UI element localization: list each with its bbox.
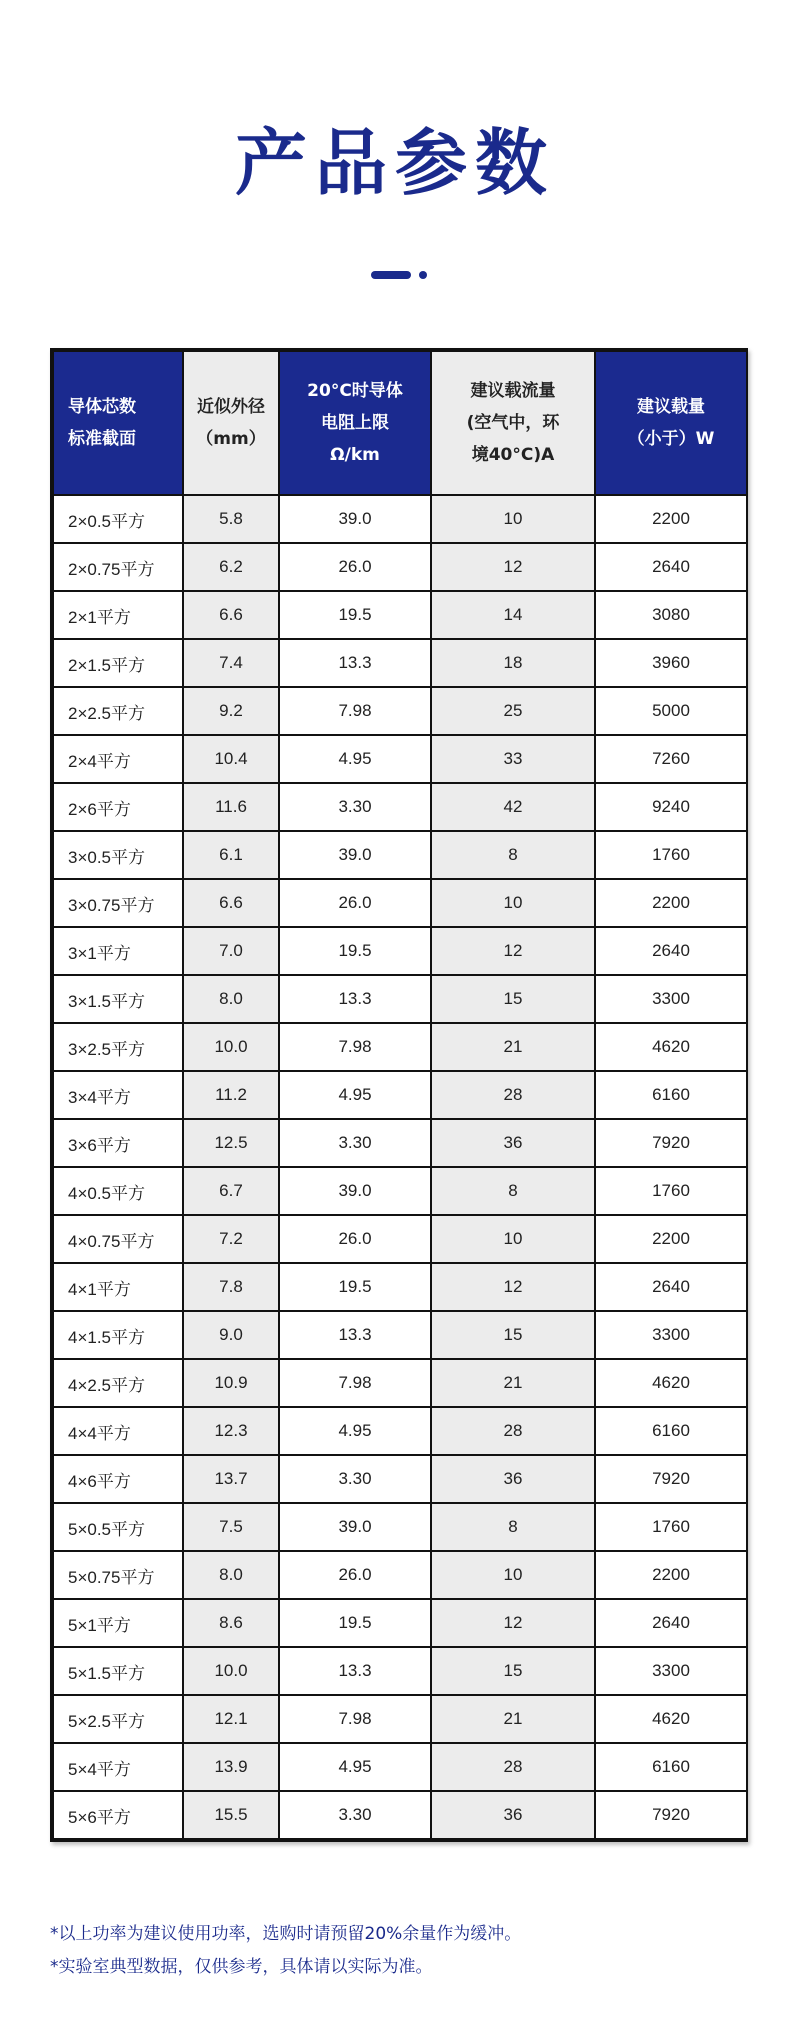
cell-diameter: 7.5 — [183, 1503, 279, 1551]
cell-section: 5×1平方 — [53, 1599, 183, 1647]
cell-resistance: 7.98 — [279, 1359, 431, 1407]
table-row — [53, 1455, 747, 1503]
cell-current: 10 — [431, 1215, 595, 1263]
cell-resistance: 7.98 — [279, 1695, 431, 1743]
table-row — [53, 1071, 747, 1119]
footnote-power: *以上功率为建议使用功率，选购时请预留20%余量作为缓冲。 — [50, 1924, 522, 1944]
cell-resistance: 26.0 — [279, 879, 431, 927]
cell-diameter: 8.6 — [183, 1599, 279, 1647]
cell-diameter: 13.9 — [183, 1743, 279, 1791]
table-row — [53, 831, 747, 879]
cell-current: 8 — [431, 831, 595, 879]
cell-current: 10 — [431, 495, 595, 543]
cell-current: 14 — [431, 591, 595, 639]
cell-power: 3960 — [595, 639, 747, 687]
cell-resistance: 4.95 — [279, 735, 431, 783]
cell-power: 4620 — [595, 1023, 747, 1071]
cell-power: 2640 — [595, 1263, 747, 1311]
cell-section: 2×1平方 — [53, 591, 183, 639]
cell-power: 9240 — [595, 783, 747, 831]
cell-section: 4×1平方 — [53, 1263, 183, 1311]
spec-table — [52, 350, 748, 1840]
cell-current: 42 — [431, 783, 595, 831]
cell-resistance: 13.3 — [279, 1647, 431, 1695]
cell-current: 12 — [431, 927, 595, 975]
cell-section: 4×1.5平方 — [53, 1311, 183, 1359]
cell-power: 2640 — [595, 1599, 747, 1647]
cell-section: 3×0.5平方 — [53, 831, 183, 879]
table-row — [53, 1119, 747, 1167]
cell-current: 33 — [431, 735, 595, 783]
cell-diameter: 6.2 — [183, 543, 279, 591]
cell-resistance: 39.0 — [279, 495, 431, 543]
cell-section: 4×2.5平方 — [53, 1359, 183, 1407]
header-conductor-section: 导体芯数 标准截面 — [53, 351, 183, 495]
cell-diameter: 9.2 — [183, 687, 279, 735]
table-row — [53, 783, 747, 831]
cell-diameter: 13.7 — [183, 1455, 279, 1503]
cell-section: 3×4平方 — [53, 1071, 183, 1119]
cell-section: 5×2.5平方 — [53, 1695, 183, 1743]
table-row — [53, 927, 747, 975]
cell-power: 2200 — [595, 879, 747, 927]
table-row — [53, 639, 747, 687]
table-row — [53, 687, 747, 735]
cell-section: 5×0.75平方 — [53, 1551, 183, 1599]
cell-resistance: 7.98 — [279, 687, 431, 735]
cell-diameter: 11.2 — [183, 1071, 279, 1119]
header-resistance: 20°C时导体 电阻上限 Ω/km — [279, 351, 431, 495]
cell-power: 7920 — [595, 1119, 747, 1167]
cell-diameter: 10.0 — [183, 1647, 279, 1695]
cell-diameter: 10.9 — [183, 1359, 279, 1407]
cell-current: 8 — [431, 1167, 595, 1215]
cell-section: 2×0.75平方 — [53, 543, 183, 591]
cell-section: 4×6平方 — [53, 1455, 183, 1503]
cell-diameter: 7.0 — [183, 927, 279, 975]
cell-resistance: 13.3 — [279, 639, 431, 687]
cell-section: 4×0.5平方 — [53, 1167, 183, 1215]
cell-current: 28 — [431, 1743, 595, 1791]
cell-power: 4620 — [595, 1695, 747, 1743]
cell-diameter: 8.0 — [183, 975, 279, 1023]
cell-current: 36 — [431, 1119, 595, 1167]
cell-diameter: 7.4 — [183, 639, 279, 687]
cell-diameter: 5.8 — [183, 495, 279, 543]
cell-diameter: 12.3 — [183, 1407, 279, 1455]
table-row — [53, 1551, 747, 1599]
cell-section: 4×4平方 — [53, 1407, 183, 1455]
cell-diameter: 10.4 — [183, 735, 279, 783]
table-row — [53, 1647, 747, 1695]
table-row — [53, 543, 747, 591]
table-row — [53, 735, 747, 783]
cell-section: 3×0.75平方 — [53, 879, 183, 927]
cell-resistance: 4.95 — [279, 1743, 431, 1791]
header-power-load: 建议载量 （小于）W — [595, 351, 747, 495]
cell-resistance: 3.30 — [279, 1119, 431, 1167]
cell-resistance: 3.30 — [279, 1791, 431, 1839]
cell-diameter: 6.7 — [183, 1167, 279, 1215]
cell-section: 2×4平方 — [53, 735, 183, 783]
cell-section: 2×6平方 — [53, 783, 183, 831]
cell-section: 5×4平方 — [53, 1743, 183, 1791]
table-row — [53, 975, 747, 1023]
cell-power: 1760 — [595, 1503, 747, 1551]
cell-diameter: 15.5 — [183, 1791, 279, 1839]
cell-current: 12 — [431, 543, 595, 591]
header-current-capacity: 建议载流量 (空气中，环 境40°C)A — [431, 351, 595, 495]
cell-resistance: 13.3 — [279, 1311, 431, 1359]
table-row — [53, 1407, 747, 1455]
cell-current: 15 — [431, 975, 595, 1023]
cell-resistance: 13.3 — [279, 975, 431, 1023]
cell-section: 3×6平方 — [53, 1119, 183, 1167]
table-row — [53, 1311, 747, 1359]
cell-power: 7260 — [595, 735, 747, 783]
table-row — [53, 1791, 747, 1839]
cell-section: 5×6平方 — [53, 1791, 183, 1839]
cell-section: 3×1.5平方 — [53, 975, 183, 1023]
cell-diameter: 10.0 — [183, 1023, 279, 1071]
cell-current: 10 — [431, 879, 595, 927]
cell-resistance: 26.0 — [279, 1551, 431, 1599]
cell-current: 25 — [431, 687, 595, 735]
cell-current: 36 — [431, 1455, 595, 1503]
cell-resistance: 39.0 — [279, 831, 431, 879]
title-underline-bar — [371, 271, 411, 279]
cell-resistance: 7.98 — [279, 1023, 431, 1071]
cell-resistance: 3.30 — [279, 1455, 431, 1503]
cell-diameter: 6.6 — [183, 879, 279, 927]
cell-power: 2200 — [595, 1215, 747, 1263]
cell-resistance: 3.30 — [279, 783, 431, 831]
cell-current: 15 — [431, 1311, 595, 1359]
cell-power: 6160 — [595, 1743, 747, 1791]
cell-section: 2×1.5平方 — [53, 639, 183, 687]
cell-power: 1760 — [595, 1167, 747, 1215]
table-row — [53, 495, 747, 543]
cell-diameter: 7.2 — [183, 1215, 279, 1263]
table-row — [53, 1599, 747, 1647]
cell-power: 1760 — [595, 831, 747, 879]
cell-current: 28 — [431, 1071, 595, 1119]
cell-power: 2640 — [595, 543, 747, 591]
cell-current: 36 — [431, 1791, 595, 1839]
table-body — [53, 495, 747, 1839]
cell-resistance: 4.95 — [279, 1071, 431, 1119]
table-row — [53, 1167, 747, 1215]
cell-current: 18 — [431, 639, 595, 687]
cell-power: 2200 — [595, 1551, 747, 1599]
cell-section: 5×1.5平方 — [53, 1647, 183, 1695]
table-row — [53, 1263, 747, 1311]
table-row — [53, 1359, 747, 1407]
page-title: 产品参数 — [234, 121, 555, 205]
cell-section: 4×0.75平方 — [53, 1215, 183, 1263]
cell-current: 21 — [431, 1359, 595, 1407]
cell-power: 7920 — [595, 1455, 747, 1503]
header-outer-diameter: 近似外径 （mm） — [183, 351, 279, 495]
table-row — [53, 1743, 747, 1791]
table-row — [53, 879, 747, 927]
cell-resistance: 4.95 — [279, 1407, 431, 1455]
cell-power: 2640 — [595, 927, 747, 975]
cell-power: 6160 — [595, 1071, 747, 1119]
table-row — [53, 1023, 747, 1071]
cell-current: 15 — [431, 1647, 595, 1695]
cell-section: 3×2.5平方 — [53, 1023, 183, 1071]
cell-current: 28 — [431, 1407, 595, 1455]
cell-resistance: 26.0 — [279, 1215, 431, 1263]
table-header-row — [53, 351, 747, 495]
cell-power: 4620 — [595, 1359, 747, 1407]
cell-resistance: 26.0 — [279, 543, 431, 591]
cell-power: 2200 — [595, 495, 747, 543]
cell-diameter: 11.6 — [183, 783, 279, 831]
cell-section: 3×1平方 — [53, 927, 183, 975]
cell-diameter: 6.6 — [183, 591, 279, 639]
cell-power: 3300 — [595, 1647, 747, 1695]
cell-power: 7920 — [595, 1791, 747, 1839]
cell-section: 2×0.5平方 — [53, 495, 183, 543]
cell-section: 5×0.5平方 — [53, 1503, 183, 1551]
cell-power: 3300 — [595, 975, 747, 1023]
cell-resistance: 39.0 — [279, 1503, 431, 1551]
table-row — [53, 1215, 747, 1263]
cell-resistance: 19.5 — [279, 1599, 431, 1647]
cell-resistance: 19.5 — [279, 927, 431, 975]
cell-resistance: 19.5 — [279, 1263, 431, 1311]
footnote-disclaimer: *实验室典型数据，仅供参考，具体请以实际为准。 — [50, 1957, 433, 1977]
title-underline-dot — [419, 271, 427, 279]
cell-power: 6160 — [595, 1407, 747, 1455]
cell-power: 3080 — [595, 591, 747, 639]
cell-diameter: 9.0 — [183, 1311, 279, 1359]
cell-diameter: 6.1 — [183, 831, 279, 879]
cell-power: 5000 — [595, 687, 747, 735]
spec-table-container — [50, 348, 748, 1842]
cell-diameter: 8.0 — [183, 1551, 279, 1599]
cell-diameter: 7.8 — [183, 1263, 279, 1311]
cell-current: 21 — [431, 1695, 595, 1743]
cell-resistance: 19.5 — [279, 591, 431, 639]
cell-power: 3300 — [595, 1311, 747, 1359]
table-row — [53, 591, 747, 639]
footnotes — [50, 1918, 521, 1984]
cell-resistance: 39.0 — [279, 1167, 431, 1215]
cell-diameter: 12.5 — [183, 1119, 279, 1167]
table-row — [53, 1695, 747, 1743]
cell-current: 12 — [431, 1263, 595, 1311]
table-row — [53, 1503, 747, 1551]
cell-current: 12 — [431, 1599, 595, 1647]
cell-section: 2×2.5平方 — [53, 687, 183, 735]
cell-current: 8 — [431, 1503, 595, 1551]
cell-diameter: 12.1 — [183, 1695, 279, 1743]
cell-current: 21 — [431, 1023, 595, 1071]
cell-current: 10 — [431, 1551, 595, 1599]
